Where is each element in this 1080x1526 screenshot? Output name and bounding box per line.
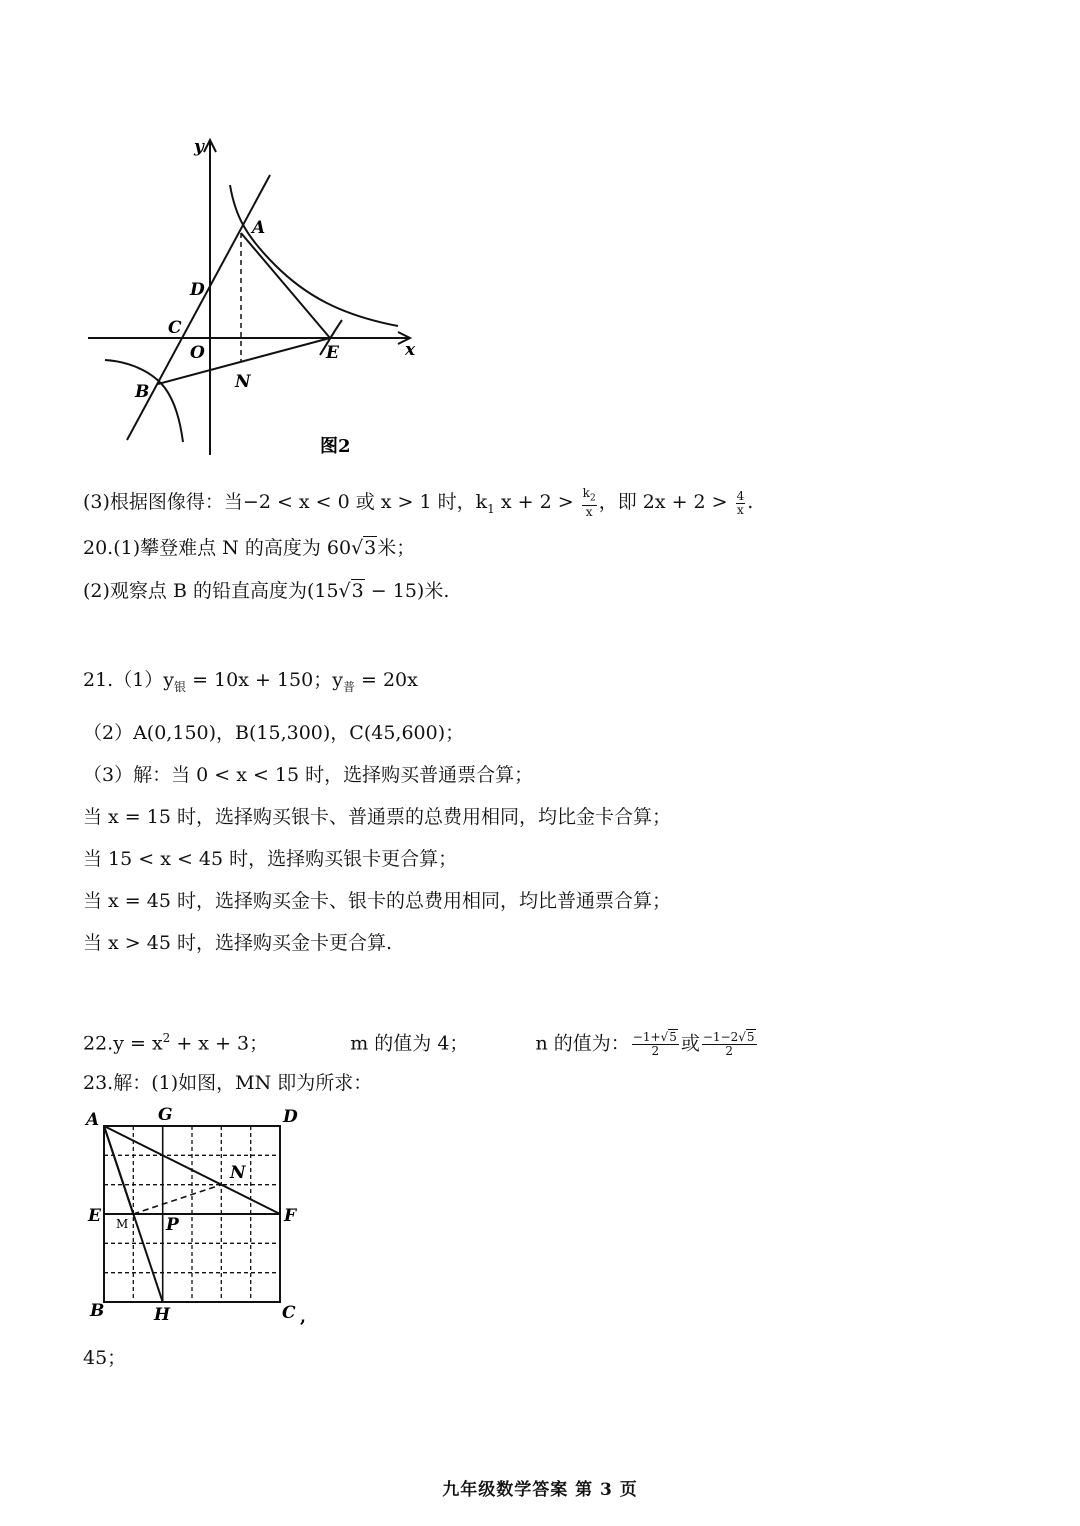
q22-fraction-2: $\frac{-1-2√5}{2}$ <box>702 1029 755 1058</box>
q19-fraction-2: $\frac{4}{x}$ <box>736 488 745 517</box>
line-ae <box>241 233 330 338</box>
label-n: N <box>230 1163 246 1183</box>
q23-answer: 45； <box>83 1347 127 1369</box>
q22-m-value: m 的值为 4； <box>350 1032 469 1055</box>
label-y: y <box>194 137 204 157</box>
q19-part3 <box>83 487 753 522</box>
segment-mn <box>133 1185 221 1214</box>
label-m: M <box>116 1217 129 1231</box>
q19-text-3: ，即 2x + 2 > <box>598 491 728 514</box>
q22-line: $22.y = x^2 + x + 3$； m 的值为 4； n 的值为： $\frac{-1+√5}{2}$ 或 $\frac{-1-2√5}{2}$ <box>83 1029 755 1058</box>
q22-fraction-1: $\frac{-1+√5}{2}$ <box>632 1029 677 1058</box>
q20-part1: 20.(1)攀登难点 N 的高度为 60√3米； <box>83 537 416 559</box>
label-d: D <box>283 1107 298 1127</box>
trailing-comma: , <box>300 1307 306 1327</box>
q20-part2: (2)观察点 B 的铅直高度为(15√3 − 15)米. <box>83 580 450 602</box>
q19-sub-1: 1 <box>487 502 495 516</box>
q21-case-1: 当 x = 15 时，选择购买银卡、普通票的总费用相同，均比金卡合算； <box>83 806 671 828</box>
line-af <box>104 1126 280 1214</box>
q22-n-label: n 的值为： <box>535 1032 630 1055</box>
label-d: D <box>190 280 205 300</box>
q21-part1: $21.(1)y_银 = 10x + 150$；$y_普 = 20x$ <box>83 669 418 694</box>
label-p: P <box>166 1215 179 1235</box>
label-a: A <box>86 1110 100 1130</box>
label-b: B <box>90 1301 105 1321</box>
q19-text-2: x + 2 > <box>500 491 574 514</box>
figure-caption: 图2 <box>320 436 351 457</box>
q21-part3: （3）解：当 0 < x < 15 时，选择购买普通票合算； <box>83 764 534 786</box>
figure-2-graph <box>80 130 430 465</box>
q21-part2: （2）A(0,150)，B(15,300)，C(45,600)； <box>83 722 465 744</box>
label-g: G <box>158 1105 173 1125</box>
label-o: O <box>190 343 205 363</box>
hyperbola-branch-1 <box>230 185 398 326</box>
label-x: x <box>405 340 416 360</box>
label-e: E <box>88 1206 101 1226</box>
label-a: A <box>252 218 266 238</box>
q19-text-end: . <box>747 491 754 514</box>
q21-case-4: 当 x > 45 时，选择购买金卡更合算. <box>83 932 393 954</box>
label-c: C <box>282 1303 296 1323</box>
q21-case-3: 当 x = 45 时，选择购买金卡、银卡的总费用相同，均比普通票合算； <box>83 890 671 912</box>
page-footer: 九年级数学答案 第 3 页 <box>442 1480 638 1500</box>
label-c: C <box>168 318 182 338</box>
label-h: H <box>154 1305 171 1325</box>
q23-line1: 23.解：(1)如图，MN 即为所求： <box>83 1072 373 1094</box>
label-f: F <box>284 1206 297 1226</box>
q19-fraction-1: $\frac{k_2}{x}$ <box>582 486 596 520</box>
q21-case-2: 当 15 < x < 45 时，选择购买银卡更合算； <box>83 848 458 870</box>
label-e: E <box>326 343 339 363</box>
label-n: N <box>235 372 251 392</box>
q19-text-1: (3)根据图像得：当−2 < x < 0 或 x > 1 时，k <box>83 491 488 514</box>
label-b: B <box>135 382 150 402</box>
q23-grid-figure <box>80 1100 330 1335</box>
